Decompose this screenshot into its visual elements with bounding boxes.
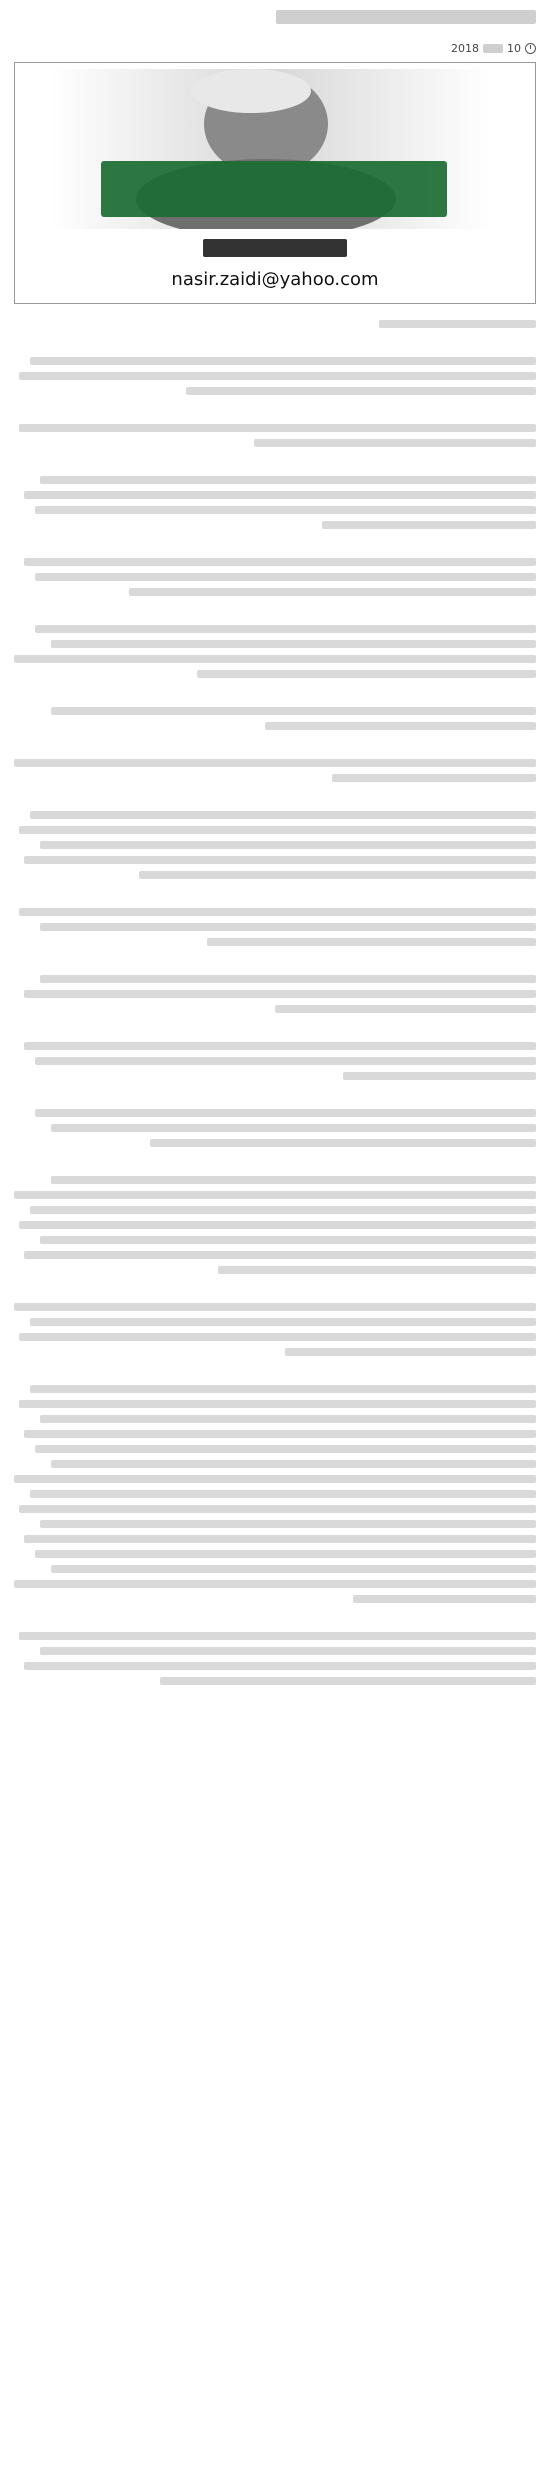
headline-placeholder <box>276 10 536 24</box>
text-line-placeholder <box>30 811 536 819</box>
text-line-placeholder <box>40 1520 536 1528</box>
paragraph <box>14 975 536 1020</box>
text-line-placeholder <box>35 506 536 514</box>
paragraph <box>14 476 536 536</box>
text-line-placeholder <box>35 625 536 633</box>
text-line-placeholder <box>35 1550 536 1558</box>
text-line-placeholder <box>51 1565 536 1573</box>
text-line-placeholder <box>150 1139 536 1147</box>
clock-icon <box>525 43 536 54</box>
text-line-placeholder <box>332 774 536 782</box>
text-line-placeholder <box>186 387 536 395</box>
paragraph <box>14 1303 536 1363</box>
text-line-placeholder <box>285 1348 536 1356</box>
text-line-placeholder <box>14 1303 536 1311</box>
text-line-placeholder <box>14 655 536 663</box>
text-line-placeholder <box>35 1057 536 1065</box>
text-line-placeholder <box>14 1475 536 1483</box>
text-line-placeholder <box>30 1490 536 1498</box>
text-line-placeholder <box>218 1266 536 1274</box>
text-line-placeholder <box>40 1236 536 1244</box>
column-logo <box>101 161 447 217</box>
text-line-placeholder <box>14 1580 536 1588</box>
article-header <box>0 0 550 60</box>
text-line-placeholder <box>24 856 536 864</box>
text-line-placeholder <box>40 923 536 931</box>
text-line-placeholder <box>24 1535 536 1543</box>
text-line-placeholder <box>19 826 536 834</box>
paragraph <box>14 357 536 402</box>
text-line-placeholder <box>30 1206 536 1214</box>
paragraph <box>14 908 536 953</box>
text-line-placeholder <box>343 1072 536 1080</box>
paragraph <box>14 1385 536 1610</box>
text-line-placeholder <box>139 871 536 879</box>
text-line-placeholder <box>19 1221 536 1229</box>
text-line-placeholder <box>51 640 536 648</box>
text-line-placeholder <box>40 1415 536 1423</box>
text-line-placeholder <box>24 990 536 998</box>
text-line-placeholder <box>40 841 536 849</box>
paragraph <box>14 1109 536 1154</box>
text-line-placeholder <box>275 1005 536 1013</box>
article-body <box>14 320 536 2480</box>
author-email: nasir.zaidi@yahoo.com <box>171 269 379 290</box>
text-line-placeholder <box>379 320 536 328</box>
text-line-placeholder <box>30 357 536 365</box>
text-line-placeholder <box>129 588 536 596</box>
text-line-placeholder <box>14 759 536 767</box>
text-line-placeholder <box>35 1445 536 1453</box>
author-name-placeholder <box>203 239 347 257</box>
text-line-placeholder <box>19 1505 536 1513</box>
paragraph <box>14 811 536 886</box>
text-line-placeholder <box>30 1385 536 1393</box>
text-line-placeholder <box>19 1333 536 1341</box>
text-line-placeholder <box>51 707 536 715</box>
text-line-placeholder <box>19 372 536 380</box>
text-line-placeholder <box>254 439 536 447</box>
paragraph <box>14 424 536 454</box>
text-line-placeholder <box>35 1109 536 1117</box>
date-year: 2018 <box>451 42 479 55</box>
paragraph <box>14 625 536 685</box>
text-line-placeholder <box>19 1400 536 1408</box>
date-month-placeholder <box>483 44 503 53</box>
text-line-placeholder <box>30 1318 536 1326</box>
paragraph <box>14 320 536 335</box>
text-line-placeholder <box>40 975 536 983</box>
text-line-placeholder <box>322 521 536 529</box>
date-row <box>451 42 536 55</box>
text-line-placeholder <box>265 722 536 730</box>
text-line-placeholder <box>14 1191 536 1199</box>
text-line-placeholder <box>40 476 536 484</box>
column-banner <box>14 62 536 304</box>
text-line-placeholder <box>24 491 536 499</box>
text-line-placeholder <box>51 1124 536 1132</box>
text-line-placeholder <box>51 1176 536 1184</box>
paragraph <box>14 1042 536 1087</box>
paragraph <box>14 1176 536 1281</box>
text-line-placeholder <box>19 424 536 432</box>
text-line-placeholder <box>24 1430 536 1438</box>
text-line-placeholder <box>160 1677 536 1685</box>
text-line-placeholder <box>40 1647 536 1655</box>
text-line-placeholder <box>24 1662 536 1670</box>
paragraph <box>14 707 536 737</box>
text-line-placeholder <box>19 1632 536 1640</box>
paragraph <box>14 759 536 789</box>
text-line-placeholder <box>24 558 536 566</box>
paragraph <box>14 1632 536 1692</box>
text-line-placeholder <box>207 938 536 946</box>
text-line-placeholder <box>51 1460 536 1468</box>
text-line-placeholder <box>24 1042 536 1050</box>
text-line-placeholder <box>197 670 536 678</box>
paragraph <box>14 558 536 603</box>
text-line-placeholder <box>24 1251 536 1259</box>
text-line-placeholder <box>19 908 536 916</box>
text-line-placeholder <box>353 1595 536 1603</box>
text-line-placeholder <box>35 573 536 581</box>
date-day: 10 <box>507 42 521 55</box>
